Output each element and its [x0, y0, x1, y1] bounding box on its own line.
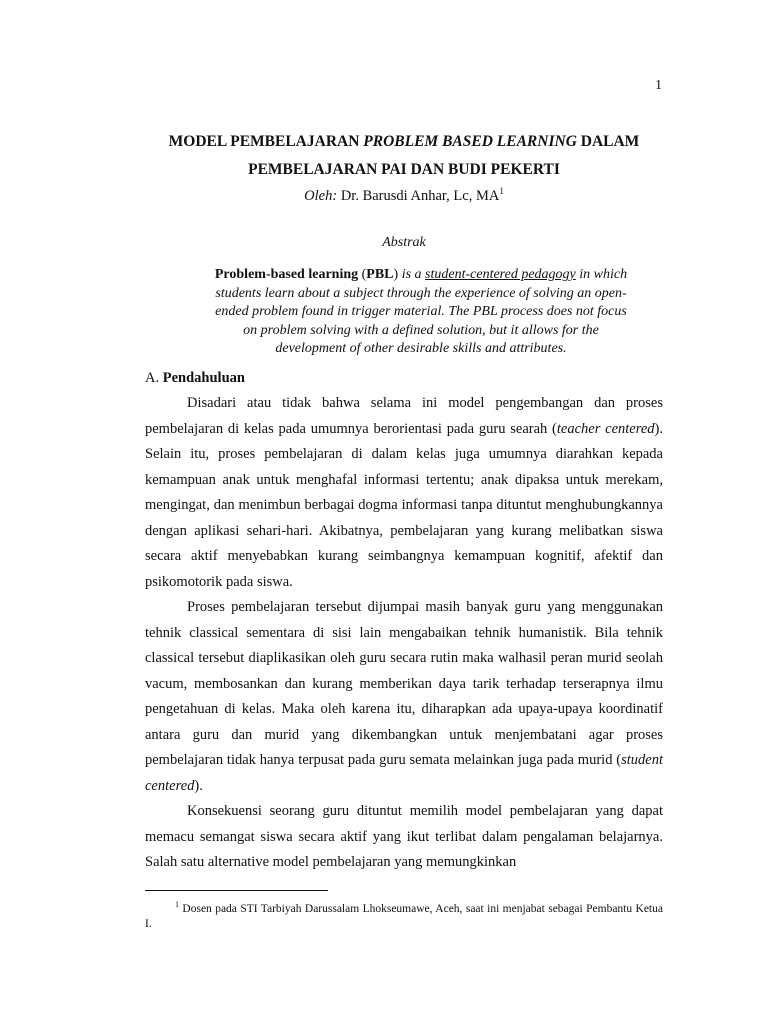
author-name: Dr. Barusdi Anhar, Lc, MA	[337, 188, 500, 204]
footnote-text: Dosen pada STI Tarbiyah Darussalam Lhokseumawe, Aceh, saat ini menjabat sebagai Pembantu Ketua I.	[145, 903, 663, 930]
abstract-term: Problem-based learning	[214, 267, 359, 282]
p1-italic-term: teacher centered	[556, 420, 655, 437]
title-suffix: DALAM	[576, 133, 640, 150]
body-text	[145, 391, 663, 876]
p1-text-a: Disadari atau tidak bahwa selama ini model pengembangan dan proses pembelajaran di kelas pada umumnya berorientasi pada guru searah (	[145, 395, 663, 437]
abstract-text	[208, 266, 634, 359]
paragraph-1	[145, 391, 663, 595]
section-heading	[145, 370, 245, 387]
abstract-link[interactable]: student-centered pedagogy	[425, 267, 576, 282]
paragraph-2	[145, 595, 663, 799]
author-label: Oleh:	[304, 188, 338, 204]
p2-italic-term: student centered	[145, 752, 663, 794]
abstract-heading: Abstrak	[382, 235, 426, 250]
title-prefix: MODEL PEMBELAJARAN	[168, 133, 364, 150]
author-line	[145, 186, 663, 205]
abstract-abbr: PBL	[366, 267, 394, 282]
abstract-rest: in which students learn about a subject through the experience of solving an open-ended problem found in trigger material. The PBL process does not focus on problem solving with a defined solution, but it allows for the development of other desirable skills and attributes.	[215, 267, 628, 356]
author-footnote-mark[interactable]: 1	[499, 186, 504, 196]
section-title: Pendahuluan	[162, 370, 245, 386]
p2-text-a: Proses pembelajaran tersebut dijumpai masih banyak guru yang menggunakan tehnik classical sementara di sisi lain mengabaikan tehnik humanistik. Bila tehnik classical tersebut diaplikasikan oleh guru secara rutin maka walhasil peran murid seolah vacum, membosankan dan kurang memberikan daya tarik terhadap terserapnya ilmu pengetahuan di kelas. Maka oleh karena itu, diharapkan ada upaya-upaya koordinatif antara guru dan murid yang dikembangkan untuk menjembatani agar proses pembelajaran tidak hanya terpusat pada guru semata melainkan juga pada murid (	[145, 599, 663, 768]
p2-text-b: ).	[194, 777, 203, 794]
footnote-mark: 1	[175, 900, 179, 909]
abstract-close-paren: )	[393, 267, 399, 282]
paper-title-line-2: PEMBELAJARAN PAI DAN BUDI PEKERTI	[248, 161, 560, 178]
p1-text-b: ). Selain itu, proses pembelajaran di dalam kelas juga umumnya diarahkan kepada kemampuan anak untuk menghafal informasi tertentu; anak dipaksa untuk merekam, mengingat, dan menimbun berbagai dogma informasi tanpa dituntut menghubungkannya dengan aplikasi sehari-hari. Akibatnya, pembelajaran yang kurang melibatkan siswa secara aktif menyebabkan kurang seimbangnya kemampuan kognitif, afektif dan psikomotorik pada siswa.	[145, 420, 664, 590]
paper-title-line-1	[145, 133, 663, 151]
section-letter: A.	[145, 370, 163, 386]
abstract-is-a: is a	[398, 267, 426, 282]
footnote	[145, 897, 663, 932]
paragraph-3: Konsekuensi seorang guru dituntut memilih model pembelajaran yang dapat memacu semangat siswa secara aktif yang ikut terlibat dalam pengalaman belajarnya. Salah satu alternative model pembelajaran yang memungkinkan	[145, 803, 663, 870]
title-italic-term: PROBLEM BASED LEARNING	[363, 133, 577, 150]
abstract-open-paren: (	[358, 267, 367, 282]
footnote-divider	[145, 890, 328, 891]
page-number: 1	[655, 78, 662, 93]
